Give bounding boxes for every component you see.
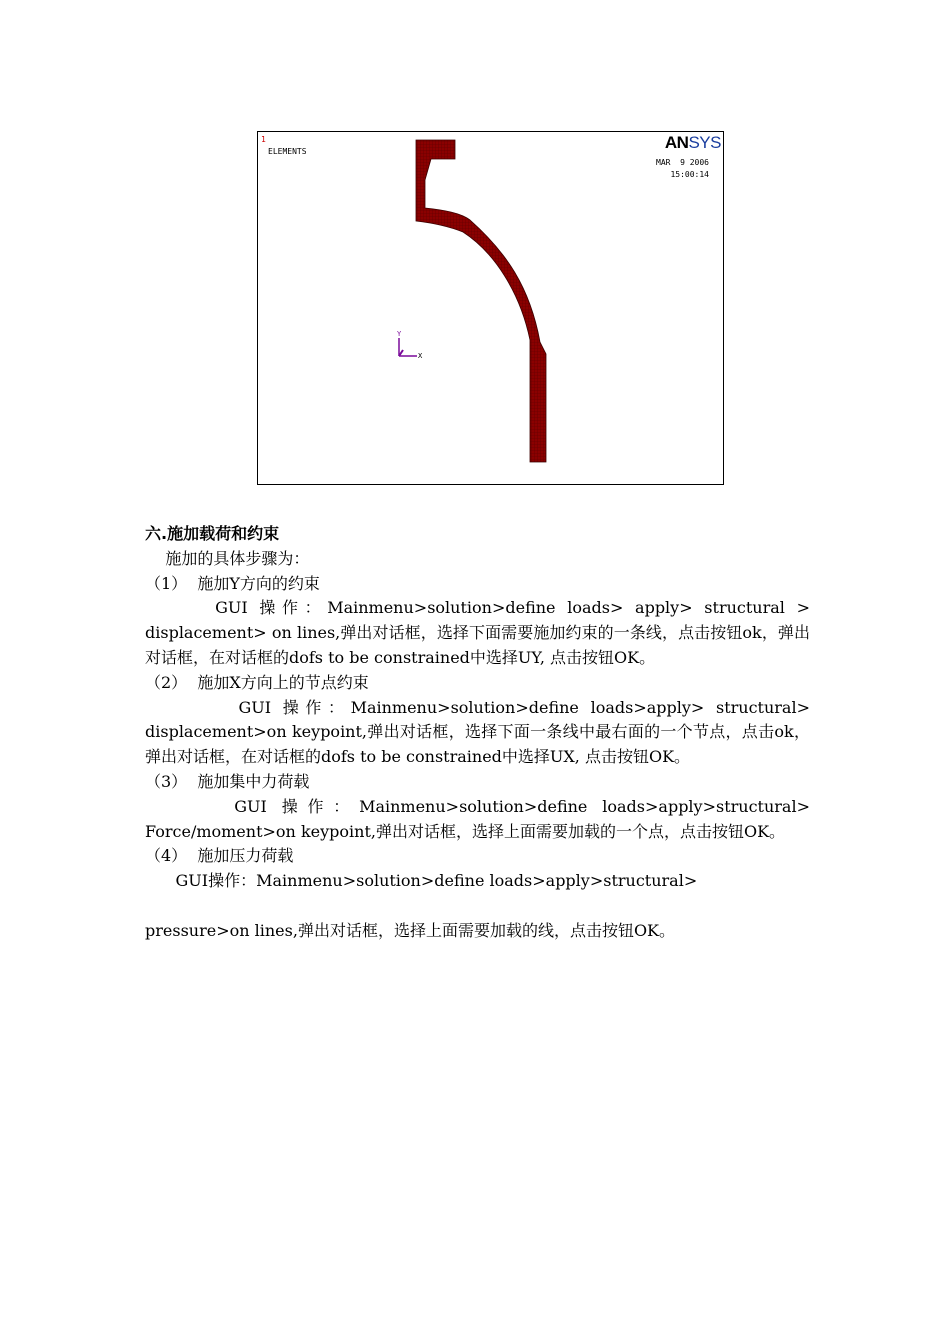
document-body	[145, 522, 816, 944]
plot-time: 15:00:14	[670, 170, 709, 179]
step1-body: GUI 操作：Mainmenu>solution>define loads> apply> structural > displacement> on lines,弹出对话框，选择下面需要施加约束的一条线，点击按钮ok，弹出对话框，在对话框的dofs to be constrained中选择UY, 点击按钮OK。	[145, 598, 816, 667]
step3-body: GUI 操作：Mainmenu>solution>define loads>apply>structural> Force/moment>on keypoint,弹出对话框，选择上面需要加载的一个点，点击按钮OK。	[145, 796, 816, 841]
intro-paragraph: 施加的具体步骤为：	[145, 548, 310, 568]
axis-x-label: X	[418, 352, 423, 360]
step4-title: （4） 施加压力荷载	[145, 846, 294, 866]
blank-line	[145, 894, 810, 919]
element-mesh-shape	[258, 132, 724, 485]
plot-date: MAR 9 2006	[656, 158, 709, 167]
step2-title: （2） 施加X方向上的节点约束	[145, 672, 369, 692]
ansys-logo: ANSYS	[664, 133, 721, 152]
plot-label: ELEMENTS	[268, 147, 307, 156]
mesh-outline	[416, 140, 546, 462]
step3-title: （3） 施加集中力荷载	[145, 771, 310, 791]
step2-body: GUI 操作：Mainmenu>solution>define loads>apply> structural> displacement>on keypoint,弹出对话框，选择下面一条线中最右面的一个节点，点击ok，弹出对话框，在对话框的dofs to be constrained中选择UX, 点击按钮OK。	[145, 697, 816, 767]
step1-title: （1） 施加Y方向的约束	[145, 573, 320, 593]
step4-body: GUI操作：Mainmenu>solution>define loads>apply>structural>	[145, 871, 698, 891]
window-number: 1	[261, 135, 266, 144]
axis-y-label: Y	[397, 330, 402, 338]
step4-continuation: pressure>on lines,弹出对话框，选择上面需要加载的线，点击按钮OK。	[145, 920, 676, 940]
section-heading: 六.施加载荷和约束	[145, 524, 280, 543]
ansys-element-plot	[257, 131, 724, 485]
coordinate-triad	[395, 330, 435, 360]
